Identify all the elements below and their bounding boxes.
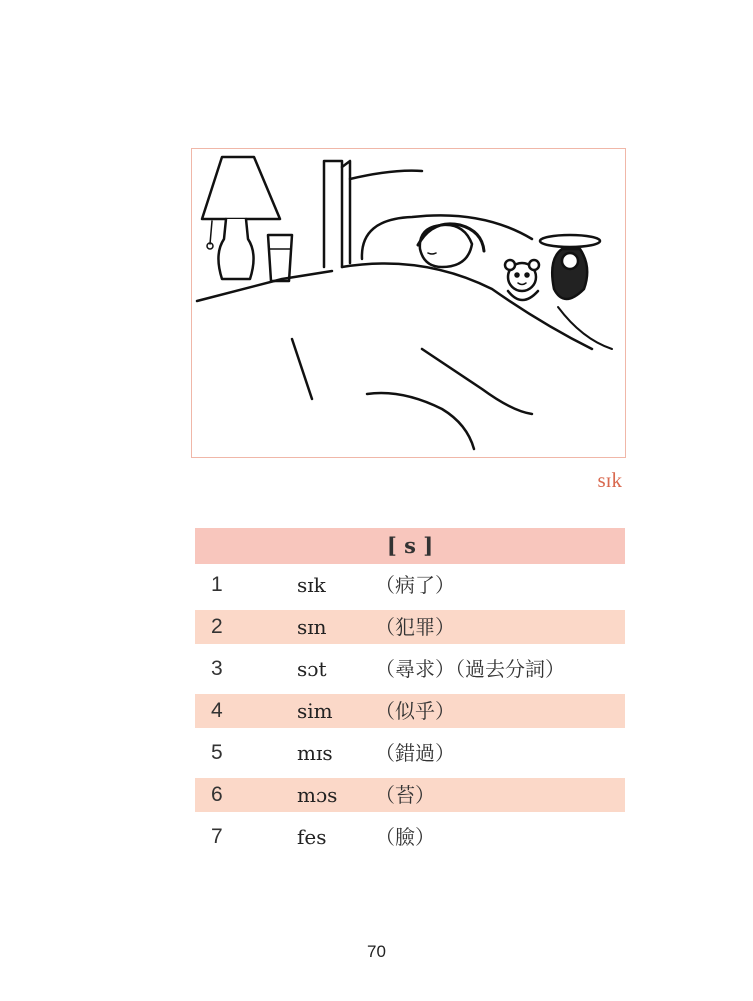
- page-number: 70: [367, 942, 386, 961]
- row-meaning: （病了）: [375, 573, 455, 597]
- row-ipa: fes: [297, 825, 327, 849]
- row-number: 5: [211, 741, 223, 764]
- row-number: 6: [211, 783, 223, 806]
- row-ipa: mɔs: [297, 783, 338, 807]
- table-row: [195, 816, 625, 858]
- row-number: 1: [211, 573, 223, 596]
- table-row: [195, 648, 625, 690]
- sick-child-drawing: [192, 149, 626, 458]
- row-ipa: mɪs: [297, 741, 333, 765]
- row-ipa: sɔt: [297, 657, 327, 681]
- row-meaning: （尋求）（過去分詞）: [375, 657, 565, 681]
- row-ipa: sɪk: [297, 573, 326, 597]
- row-meaning: （似乎）: [375, 699, 455, 723]
- row-ipa: sim: [297, 699, 333, 723]
- row-meaning: （錯過）: [375, 741, 455, 765]
- table-header-phoneme: [ s ]: [195, 528, 625, 564]
- table-row: [195, 606, 625, 648]
- row-number: 2: [211, 615, 223, 638]
- table-row: [195, 774, 625, 816]
- row-meaning: （犯罪）: [375, 615, 455, 639]
- row-meaning: （苔）: [375, 783, 435, 807]
- row-number: 7: [211, 825, 223, 848]
- table-row: [195, 564, 625, 606]
- illustration-caption: sɪk: [597, 468, 622, 492]
- row-number: 3: [211, 657, 223, 680]
- table-row: [195, 690, 625, 732]
- row-number: 4: [211, 699, 223, 722]
- row-meaning: （臉）: [375, 825, 435, 849]
- illustration-sick-child-in-bed: [191, 148, 626, 458]
- table-row: [195, 732, 625, 774]
- phonics-word-table: [195, 528, 625, 858]
- row-ipa: sɪn: [297, 615, 327, 639]
